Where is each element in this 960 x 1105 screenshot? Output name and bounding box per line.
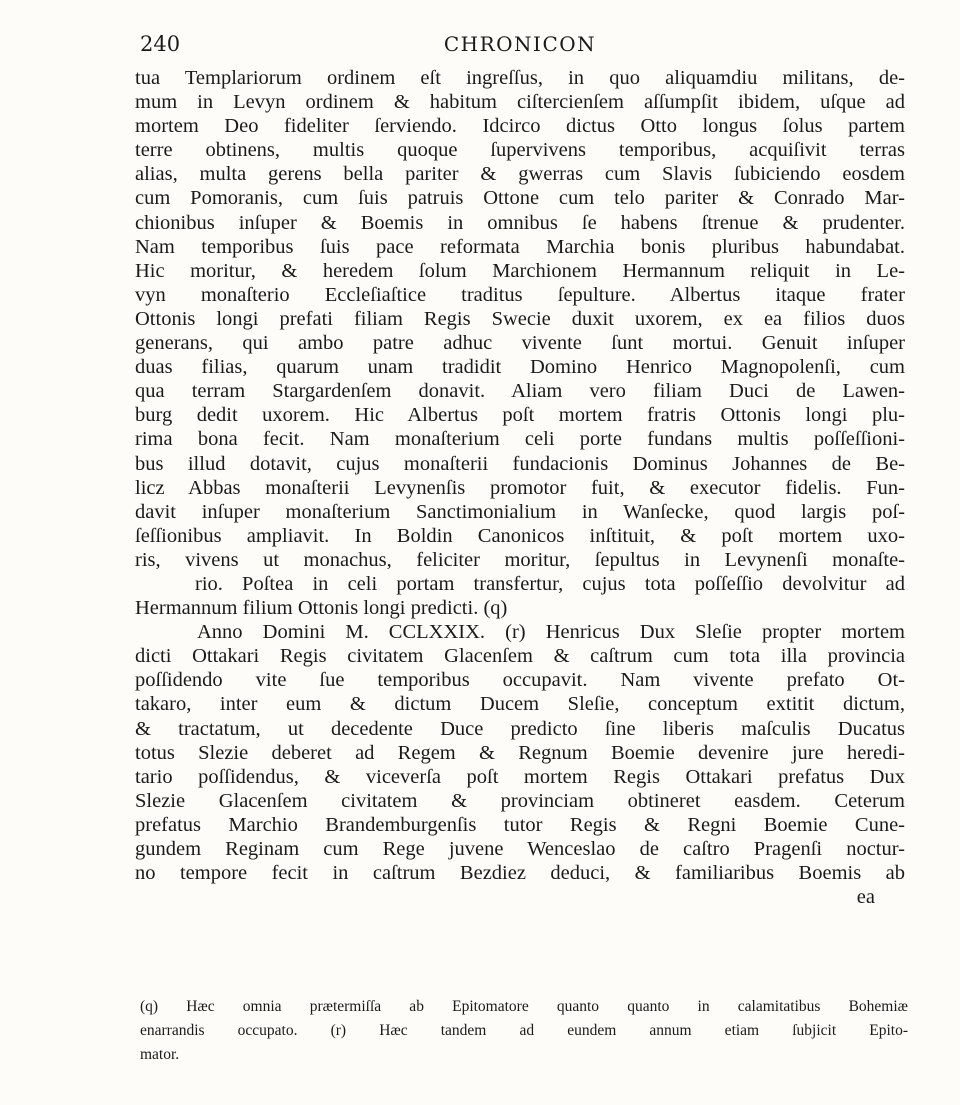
text-line: mum in Levyn ordinem & habitum ciſtercienſem aſſumpſit ibidem, uſque ad (135, 91, 905, 114)
text-line: generans, qui ambo patre adhuc vivente ſunt mortui. Genuit inſuper (135, 332, 905, 355)
text-line: mortem Deo fideliter ſerviendo. Idcirco dictus Otto longus ſolus partem (135, 115, 905, 138)
text-line: prefatus Marchio Brandemburgenſis tutor Regis & Regni Boemie Cune- (135, 813, 905, 836)
page-number: 240 (140, 32, 181, 56)
text-line: rio. Poſtea in celi portam transfertur, cujus tota poſſeſſio devolvitur ad (195, 572, 905, 595)
text-line: terre obtinens, multis quoque ſupervivens temporibus, acquiſivit terras (135, 139, 905, 162)
text-line: gundem Reginam cum Rege juvene Wenceslao de caſtro Pragenſi noctur- (135, 838, 905, 860)
text-line: burg dedit uxorem. Hic Albertus poſt mortem fratris Ottonis longi plu- (135, 404, 905, 427)
text-line: dicti Ottakari Regis civitatem Glacenſem & caſtrum cum tota illa provincia (135, 645, 905, 668)
footnote-line: mator. (140, 1046, 180, 1063)
text-line: no tempore fecit in caſtrum Bezdiez deduci, & familiaribus Boemis ab (135, 862, 905, 885)
text-line: Hermannum filium Ottonis longi predicti. (q) (135, 597, 508, 620)
text-line: cum Pomoranis, cum ſuis patruis Ottone cum telo pariter & Conrado Mar- (135, 187, 905, 210)
text-line: duas filias, quarum unam tradidit Domino Henrico Magnopolenſi, cum (135, 356, 905, 379)
text-line: Hic moritur, & heredem ſolum Marchionem Hermannum reliquit in Le- (135, 259, 905, 282)
footnote-line: (q) Hæc omnia prætermiſſa ab Epitomatore quanto quanto in calamitatibus Bohemiæ (140, 998, 908, 1015)
text-line: tario poſſidendus, & viceverſa poſt mortem Regis Ottakari prefatus Dux (135, 765, 905, 788)
text-line: Ottonis longi prefati filiam Regis Swecie duxit uxorem, ex ea filios duos (135, 307, 905, 330)
footnotes (140, 995, 908, 1067)
text-line: Slezie Glacenſem civitatem & provinciam obtineret easdem. Ceterum (135, 789, 905, 812)
text-line: ris, vivens ut monachus, feliciter moritur, ſepultus in Levynenſi monaſte- (135, 548, 905, 571)
text-line: alias, multa gerens bella pariter & gwerras cum Slavis ſubiciendo eosdem (135, 163, 905, 186)
text-line: Anno Domini M. CCLXXIX. (r) Henricus Dux Sleſie propter mortem (197, 621, 905, 644)
text-line: Nam temporibus ſuis pace reformata Marchia bonis pluribus habundabat. (135, 235, 905, 258)
text-line: totus Slezie deberet ad Regem & Regnum Boemie devenire jure heredi- (135, 741, 905, 764)
text-line: ſeſſionibus ampliavit. In Boldin Canonicos inſtituit, & poſt mortem uxo- (135, 524, 905, 547)
text-line: rima bona fecit. Nam monaſterium celi porte fundans multis poſſeſſioni- (135, 428, 905, 451)
text-line: poſſidendo vite ſue temporibus occupavit. Nam vivente prefato Ot- (135, 669, 905, 692)
text-line: davit inſuper monaſterium Sanctimonialium in Wanſecke, quod largis poſ- (135, 500, 905, 523)
text-line: bus illud dotavit, cujus monaſterii fundacionis Dominus Johannes de Be- (135, 452, 905, 475)
page-header (140, 32, 900, 62)
catchword: ea (856, 886, 875, 909)
text-line: chionibus inſuper & Boemis in omnibus ſe habens ſtrenue & prudenter. (135, 211, 905, 234)
running-title: CHRONICON (443, 32, 597, 56)
text-line: qua terram Stargardenſem donavit. Aliam vero filiam Duci de Lawen- (135, 380, 905, 403)
text-line: vyn monaſterio Eccleſiaſtice traditus ſepulture. Albertus itaque frater (135, 283, 905, 306)
text-line: & tractatum, ut decedente Duce predicto ſine liberis maſculis Ducatus (135, 717, 905, 740)
text-line: licz Abbas monaſterii Levynenſis promotor fuit, & executor fidelis. Fun- (135, 476, 905, 499)
text-line: tua Templariorum ordinem eſt ingreſſus, in quo aliquamdiu militans, de- (135, 67, 905, 89)
text-line: takaro, inter eum & dictum Ducem Sleſie, conceptum extitit dictum, (135, 693, 905, 716)
footnote-line: enarrandis occupato. (r) Hæc tandem ad eundem annum etiam ſubjicit Epito- (140, 1022, 908, 1039)
body-text (135, 66, 905, 909)
